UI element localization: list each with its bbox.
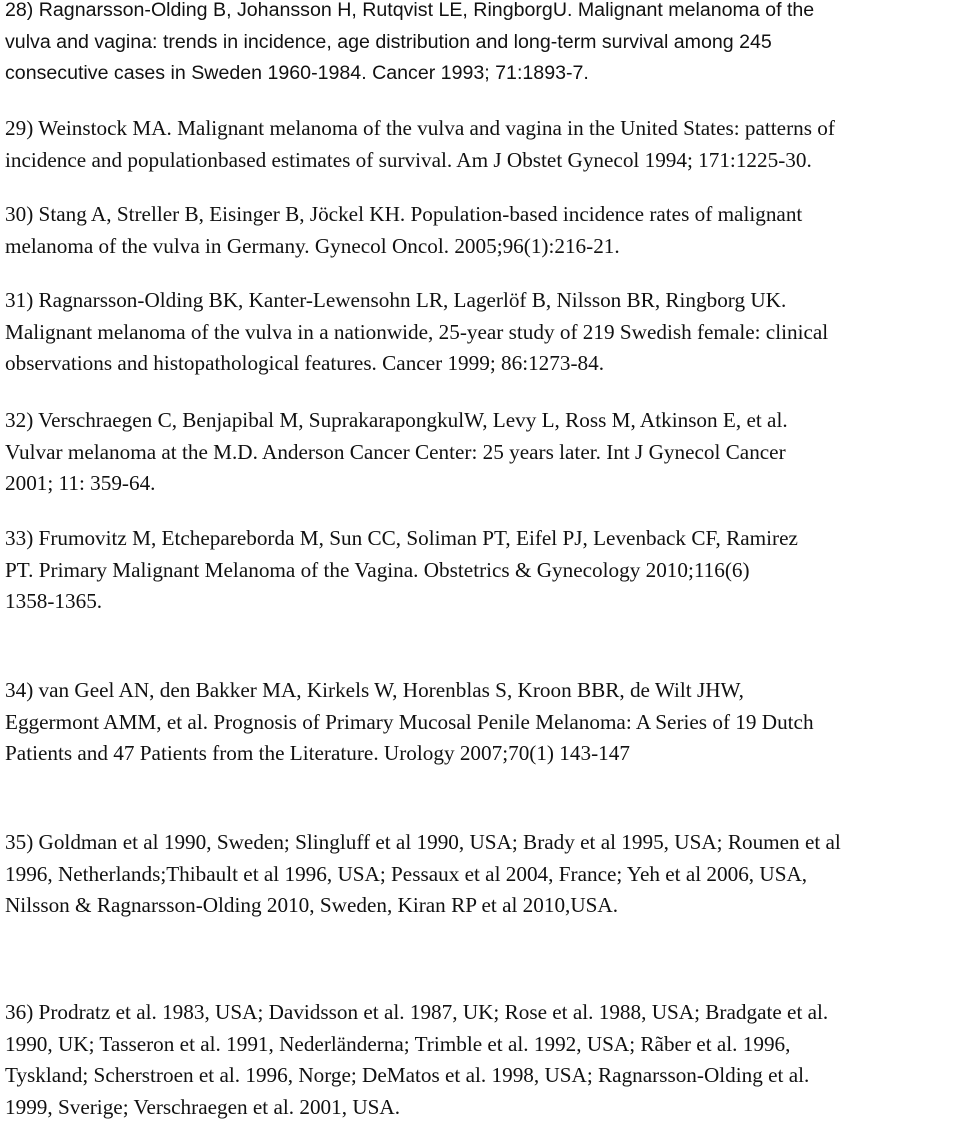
reference-line: incidence and populationbased estimates of survival. Am J Obstet Gynecol 1994; 171:1225-30. bbox=[5, 147, 812, 172]
reference-line: Malignant melanoma of the vulva in a nationwide, 25-year study of 219 Swedish female: clinical bbox=[5, 319, 829, 344]
reference-28 bbox=[5, 0, 957, 90]
reference-line: 32) Verschraegen C, Benjapibal M, SuprakarapongkulW, Levy L, Ross M, Atkinson E, et al. bbox=[5, 408, 788, 432]
reference-line: consecutive cases in Sweden 1960-1984. Cancer 1993; 71:1893-7. bbox=[5, 62, 589, 84]
reference-34 bbox=[5, 675, 957, 770]
reference-line: PT. Primary Malignant Melanoma of the Vagina. Obstetrics & Gynecology 2010;116(6) bbox=[5, 557, 750, 582]
reference-line: 28) Ragnarsson-Olding B, Johansson H, Rutqvist LE, RingborgU. Malignant melanoma of the bbox=[5, 0, 815, 21]
reference-line: melanoma of the vulva in Germany. Gynecol Oncol. 2005;96(1):216-21. bbox=[5, 233, 620, 258]
reference-line: 35) Goldman et al 1990, Sweden; Slingluff et al 1990, USA; Brady et al 1995, USA; Roumen et al bbox=[5, 830, 841, 854]
reference-line: 1996, Netherlands;Thibault et al 1996, USA; Pessaux et al 2004, France; Yeh et al 2006, USA, bbox=[5, 861, 808, 886]
reference-line: Eggermont AMM, et al. Prognosis of Primary Mucosal Penile Melanoma: A Series of 19 Dutch bbox=[5, 709, 814, 734]
reference-line: Tyskland; Scherstroen et al. 1996, Norge; DeMatos et al. 1998, USA; Ragnarsson-Olding et al. bbox=[5, 1063, 810, 1087]
reference-36 bbox=[5, 997, 957, 1123]
reference-line: 31) Ragnarsson-Olding BK, Kanter-Lewensohn LR, Lagerlöf B, Nilsson BR, Ringborg UK. bbox=[5, 288, 787, 312]
reference-line: 33) Frumovitz M, Etchepareborda M, Sun CC, Soliman PT, Eifel PJ, Levenback CF, Ramirez bbox=[5, 526, 798, 550]
reference-31 bbox=[5, 285, 957, 380]
reference-line: Vulvar melanoma at the M.D. Anderson Cancer Center: 25 years later. Int J Gynecol Cancer bbox=[5, 439, 786, 464]
reference-line: 30) Stang A, Streller B, Eisinger B, Jöckel KH. Population-based incidence rates of malignant bbox=[5, 202, 803, 226]
reference-line: Patients and 47 Patients from the Literature. Urology 2007;70(1) 143-147 bbox=[5, 741, 630, 765]
reference-line: 34) van Geel AN, den Bakker MA, Kirkels W, Horenblas S, Kroon BBR, de Wilt JHW, bbox=[5, 678, 744, 702]
reference-line: vulva and vagina: trends in incidence, age distribution and long-term survival among 245 bbox=[5, 30, 772, 53]
reference-line: Nilsson & Ragnarsson-Olding 2010, Sweden, Kiran RP et al 2010,USA. bbox=[5, 893, 619, 917]
reference-line: 1999, Sverige; Verschraegen et al. 2001, USA. bbox=[5, 1094, 401, 1119]
reference-30 bbox=[5, 199, 957, 262]
reference-line: 36) Prodratz et al. 1983, USA; Davidsson et al. 1987, UK; Rose et al. 1988, USA; Bradgate et al. bbox=[5, 1000, 829, 1024]
reference-32 bbox=[5, 405, 957, 500]
reference-line: 1358-1365. bbox=[5, 589, 103, 613]
reference-line: 29) Weinstock MA. Malignant melanoma of the vulva and vagina in the United States: patterns of bbox=[5, 116, 835, 140]
reference-line: 1990, UK; Tasseron et al. 1991, Nederländerna; Trimble et al. 1992, USA; Rãber et al. 1996, bbox=[5, 1031, 791, 1056]
reference-33 bbox=[5, 523, 957, 618]
reference-29 bbox=[5, 113, 957, 176]
reference-line: 2001; 11: 359-64. bbox=[5, 471, 156, 495]
reference-35 bbox=[5, 827, 957, 922]
reference-line: observations and histopathological features. Cancer 1999; 86:1273-84. bbox=[5, 351, 604, 375]
